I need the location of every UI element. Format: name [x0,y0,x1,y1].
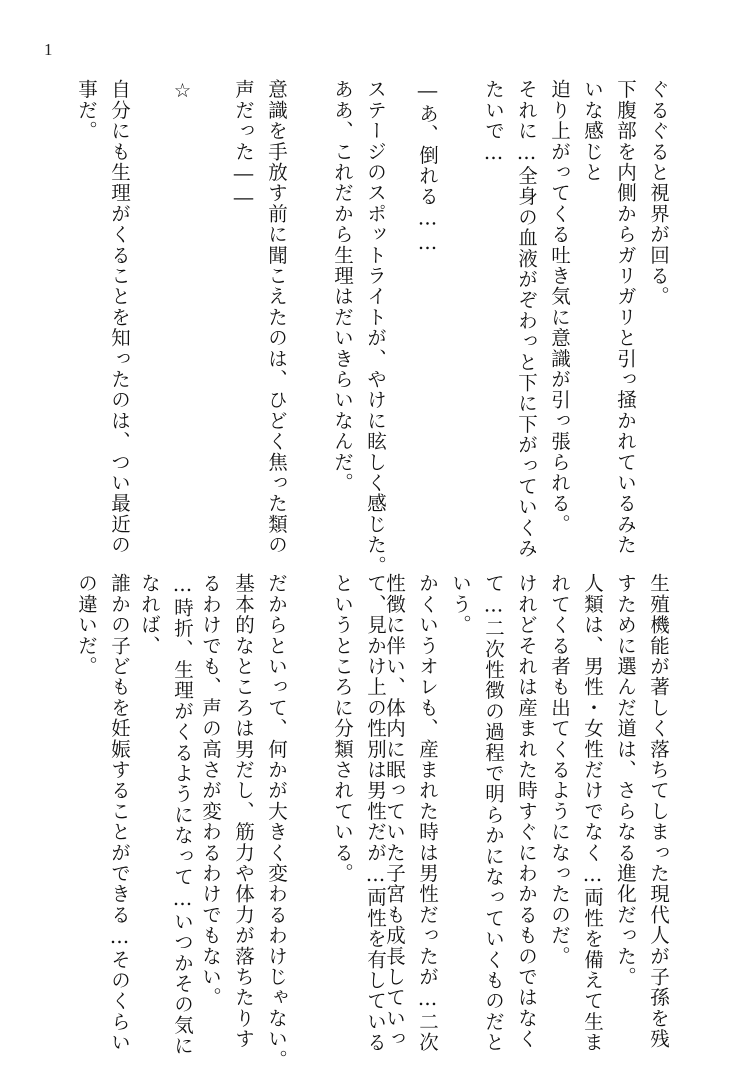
text-column: 声だった―― [232,79,255,211]
text-column: 迫り上がってくる吐き気に意識が引っ張られる。 [548,79,571,535]
page-number: 1 [44,40,53,59]
text-column: かくいうオレも、産まれた時は男性だったが…二次 [416,573,439,1053]
text-column: 事だ。 [75,79,98,142]
text-column: 人類は、男性・女性だけでなく…両性を備えて生ま [581,573,604,1053]
text-column: なれば、 [138,573,161,656]
text-column: れてくる者も出てくるようになったのだ。 [548,573,571,967]
text-column: というところに分類されている。 [331,573,354,884]
text-column: 性徴に伴い、体内に眠っていた子宮も成長していっ [383,573,406,1050]
text-column: たいで… [482,79,505,166]
text-column: ☆ [171,79,194,104]
text-column: の違いだ。 [75,573,98,677]
text-column: 基本的なところは男だし、筋力や体力が落ちたりす [232,573,255,1050]
text-column: て、見かけ上の性別は男性だが…両性を有している [364,573,387,1053]
text-column: ステージのスポットライトが、やけに眩しく感じた。 [364,79,387,576]
text-column: ぐるぐると視界が回る。 [647,79,670,307]
text-column: けれどそれは産まれた時すぐにわかるものではなく [515,573,538,1050]
text-column: ―あ、倒れる…… [416,79,439,256]
text-column: るわけでも、声の高さが変わるわけでもない。 [199,573,222,1008]
text-column: 誰かの子どもを妊娠することができる…そのくらい [108,573,131,1053]
text-column: ああ、これだから生理はだいきらいなんだ。 [331,79,354,493]
text-column: 自分にも生理がくることを知ったのは、つい最近の [108,79,131,556]
text-column: いう。 [449,573,472,636]
text-column: いな感じと [581,79,604,183]
text-column: 下腹部を内側からガリガリと引っ掻かれているみた [614,79,637,556]
text-column: すために選んだ道は、さらなる進化だった。 [614,573,637,987]
text-column: 意識を手放す前に聞こえたのは、ひどく焦った類の [265,79,288,556]
text-column: 生殖機能が著しく落ちてしまった現代人が子孫を残 [647,573,670,1050]
text-column: それに…全身の血液がぞわっと下に下がっていくみ [515,79,538,559]
text-column: だからといって、何かが大きく変わるわけじゃない。 [265,573,288,1070]
text-column: て…二次性徴の過程で明らかになっていくものだと [482,573,505,1053]
text-column: …時折、生理がくるようになって…いつかその気に [171,573,194,1057]
